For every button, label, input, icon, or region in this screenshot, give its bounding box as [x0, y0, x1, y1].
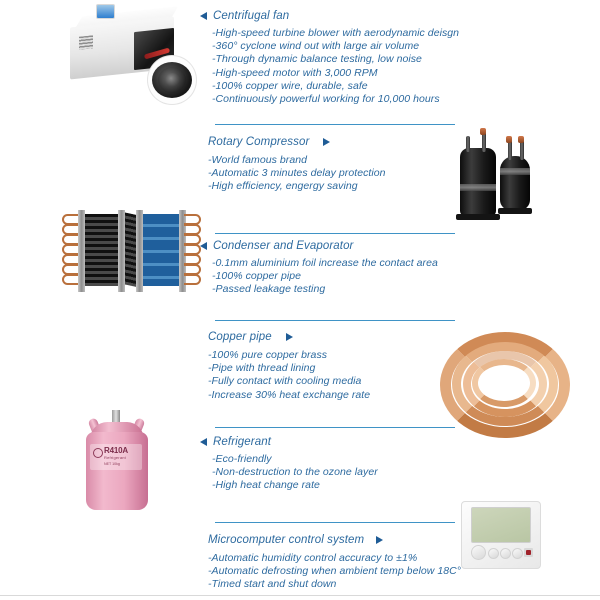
centrifugal-fan-blower-photo	[58, 0, 208, 116]
triangle-left-icon	[200, 12, 207, 20]
bullet-item: -0.1mm aluminium foil increase the contact area	[212, 257, 438, 269]
section-divider	[215, 320, 455, 321]
refrigerant-cylinder-photo	[70, 400, 180, 520]
bullet-item: -Continuously powerful working for 10,000 hours	[212, 93, 440, 106]
bullet-item: -Pipe with thread lining	[208, 362, 316, 375]
refrigerant-type-label: R410A	[104, 446, 128, 455]
bullet-item: -Automatic humidity control accuracy to ±1%	[208, 552, 418, 564]
bullet-list	[200, 257, 438, 297]
bullet-item: -Increase 30% heat exchange rate	[208, 388, 371, 401]
heading-copper-pipe	[208, 331, 370, 343]
bullet-item: -Passed leakage testing	[212, 283, 326, 296]
bullet-item: -Fully contact with cooling media	[208, 375, 362, 388]
condenser-evaporator-text	[200, 240, 438, 297]
bullet-item: -Automatic defrosting when ambient temp below 18C°	[208, 565, 461, 578]
condenser-evaporator-coil-photo	[56, 204, 204, 314]
heading-label: Refrigerant	[213, 436, 271, 448]
section-divider	[215, 427, 455, 428]
heading-label: Copper pipe	[208, 331, 272, 343]
label-mark-icon	[93, 448, 103, 458]
copper-pipe-text	[208, 331, 370, 402]
copper-pipe-coil-photo	[438, 330, 598, 422]
heading-condenser-evaporator	[200, 240, 438, 252]
rotary-compressor-text	[208, 136, 386, 194]
heading-rotary-compressor	[208, 136, 386, 148]
triangle-right-icon	[376, 536, 383, 544]
refrigerant-weight-label: NET 10kg	[104, 462, 120, 466]
bullet-item: -100% copper wire, durable, safe	[212, 79, 368, 92]
section-divider	[215, 522, 455, 523]
bullet-list	[208, 154, 386, 194]
heading-refrigerant	[200, 436, 378, 448]
page-bottom-rule	[0, 595, 600, 596]
bullet-item: -High efficiency, engergy saving	[208, 180, 358, 193]
heading-label: Rotary Compressor	[208, 136, 310, 148]
bullet-list	[208, 349, 370, 402]
microcomputer-control-text	[208, 534, 461, 592]
triangle-left-icon	[200, 438, 207, 446]
heading-centrifugal-fan	[200, 10, 459, 22]
bullet-item: -World famous brand	[208, 154, 307, 166]
triangle-right-icon	[323, 138, 330, 146]
control-panel-thermostat-photo	[455, 495, 555, 575]
bullet-item: -High-speed turbine blower with aerodynamic deisgn	[212, 27, 460, 39]
heading-microcomputer-control-system	[208, 534, 461, 546]
bullet-item: -High heat change rate	[212, 479, 320, 492]
bullet-item: -360° cyclone wind out with large air volume	[212, 40, 420, 53]
refrigerant-sub-label: Refrigerant	[104, 455, 126, 460]
bullet-list	[208, 552, 461, 592]
triangle-left-icon	[200, 242, 207, 250]
bullet-item: -Non-destruction to the ozone layer	[212, 466, 378, 479]
bullet-item: -Eco-friendly	[212, 453, 272, 465]
section-divider	[215, 124, 455, 125]
heading-label: Microcomputer control system	[208, 534, 365, 546]
bullet-item: -Automatic 3 minutes delay protection	[208, 167, 386, 180]
bullet-item: -High-speed motor with 3,000 RPM	[212, 66, 378, 79]
cylinder-label	[90, 444, 142, 470]
bullet-list	[200, 453, 378, 493]
section-divider	[215, 233, 455, 234]
triangle-right-icon	[286, 333, 293, 341]
heading-label: Centrifugal fan	[213, 10, 290, 22]
bullet-list	[200, 27, 459, 106]
bullet-item: -100% pure copper brass	[208, 349, 328, 361]
centrifugal-fan-text	[200, 10, 459, 106]
bullet-item: -Timed start and shut down	[208, 578, 337, 591]
bullet-item: -100% copper pipe	[212, 270, 301, 283]
heading-label: Condenser and Evaporator	[213, 240, 354, 252]
bullet-item: -Through dynamic balance testing, low noise	[212, 53, 422, 66]
rotary-compressor-photo	[452, 124, 592, 224]
refrigerant-text	[200, 436, 378, 493]
